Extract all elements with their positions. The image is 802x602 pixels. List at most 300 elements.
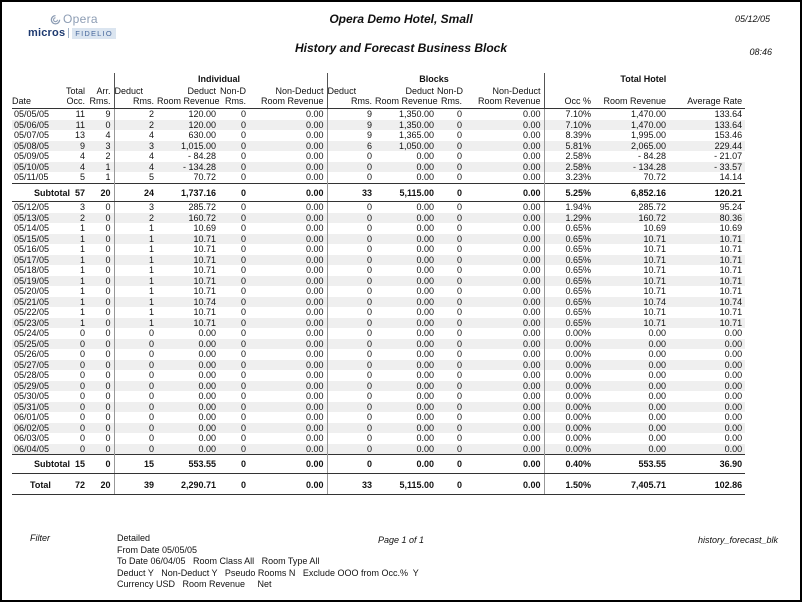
cell-value: 10.71 (193, 254, 217, 265)
cell-value: 553.55 (157, 455, 219, 474)
cell-value: 0.00 (648, 422, 667, 433)
cell-value: 0 (241, 109, 247, 119)
cell-value: 0 (88, 307, 114, 318)
cell-value: 10.74 (643, 296, 667, 307)
cell-label: 05/05/05 (14, 109, 50, 119)
cell-value: 0 (367, 161, 373, 172)
cell-value: 0.00 (465, 109, 544, 120)
cell-value: 0 (367, 286, 373, 296)
cell-value: 10.71 (719, 317, 743, 328)
cell-value: 0 (457, 172, 463, 182)
col-blk-deduct-revenue: Deduct Room Revenue (375, 86, 437, 109)
cell-label: 05/16/05 (14, 244, 50, 254)
cell-value: 0.00 (249, 402, 327, 413)
cell-value: 285.72 (188, 202, 217, 212)
cell-value: 0.00 (465, 360, 544, 371)
cell-value: 0 (241, 119, 247, 130)
cell-value: 0.00% (565, 443, 592, 454)
cell-value: 0 (88, 370, 114, 381)
cell-value: 0 (457, 119, 463, 130)
cell-value: 0.00 (724, 443, 743, 454)
cell-value: 160.72 (188, 212, 217, 223)
cell-value: 0.00 (249, 234, 327, 245)
cell-label: 05/20/05 (14, 286, 50, 296)
cell-value: 0 (437, 473, 465, 495)
cell-value: 11 (75, 119, 85, 130)
cell-value: 0 (241, 443, 247, 454)
cell-value: 0.65% (565, 296, 592, 307)
table-row (12, 307, 745, 318)
cell-value: 4 (149, 151, 155, 161)
cell-value: 120.00 (188, 109, 217, 119)
cell-label: 05/27/05 (14, 359, 50, 370)
cell-value: 0 (79, 391, 85, 401)
cell-value: 0 (367, 223, 373, 233)
cell-value: 102.86 (669, 473, 745, 495)
cell-value: 0.00 (724, 401, 743, 412)
cell-value: 0.00 (416, 151, 435, 161)
cell-value: 0 (457, 433, 463, 443)
cell-value: 0.00 (416, 370, 435, 380)
cell-value: 0 (88, 349, 114, 360)
cell-value: 0.00 (465, 244, 544, 255)
cell-value: 0 (88, 433, 114, 444)
cell-value: 0.00 (249, 151, 327, 162)
cell-value: 0.00% (565, 433, 592, 443)
col-total-occ: Total Occ. (64, 86, 88, 109)
cell-label: Subtotal (12, 183, 64, 202)
cell-value: 0 (367, 244, 373, 254)
cell-value: 1 (149, 286, 155, 296)
cell-value: 0 (457, 349, 463, 359)
cell-value: 0.00 (465, 349, 544, 360)
cell-value: 4 (79, 151, 85, 161)
cell-value: 1 (149, 254, 155, 265)
cell-value: 0.00 (724, 328, 743, 338)
cell-value: 10.71 (193, 275, 217, 286)
table-row (12, 120, 745, 131)
cell-value: 0 (149, 433, 155, 443)
cell-value: 1 (149, 296, 155, 307)
cell-label: 05/30/05 (14, 391, 50, 401)
cell-value: 285.72 (638, 202, 667, 212)
cell-value: 15 (114, 455, 157, 474)
table-row (12, 141, 745, 152)
cell-value: 1 (79, 233, 85, 244)
cell-label: 05/31/05 (14, 401, 50, 412)
cell-value: 0 (367, 307, 373, 317)
cell-label: 05/11/05 (14, 172, 49, 182)
cell-value: 0.00 (249, 455, 327, 474)
cell-value: 0.00 (648, 349, 667, 359)
cell-value: 0 (88, 297, 114, 308)
cell-value: 1.50% (544, 473, 594, 495)
cell-value: 0 (79, 412, 85, 422)
cell-value: 1,350.00 (399, 119, 435, 130)
cell-value: 0 (88, 276, 114, 287)
cell-value: 0 (88, 265, 114, 276)
cell-value: 9 (88, 109, 114, 120)
cell-value: 1 (79, 254, 85, 265)
cell-value: 0.00 (249, 141, 327, 152)
cell-value: 0 (241, 296, 247, 307)
cell-value: 0.00 (465, 370, 544, 381)
cell-value: 10.71 (643, 307, 667, 317)
cell-value: 0 (241, 422, 247, 433)
cell-value: 2 (88, 151, 114, 162)
cell-label: 05/08/05 (14, 140, 50, 151)
cell-value: 0.00 (648, 391, 667, 401)
cell-value: 0 (457, 443, 463, 454)
cell-value: 1 (88, 162, 114, 173)
cell-value: 0 (88, 444, 114, 455)
cell-value: 0.00 (249, 349, 327, 360)
cell-value: 20 (88, 473, 114, 495)
cell-value: 0 (88, 455, 114, 474)
cell-value: 0.00 (416, 265, 435, 275)
table-row (12, 130, 745, 141)
col-room-revenue: Room Revenue (594, 86, 669, 109)
cell-value: 3 (149, 202, 155, 212)
cell-value: 0 (457, 401, 463, 412)
cell-value: 10.71 (719, 275, 743, 286)
cell-value: 1 (88, 172, 114, 183)
cell-value: 0 (457, 370, 463, 380)
cell-value: 0.65% (565, 265, 592, 275)
cell-label: Subtotal (12, 455, 64, 474)
cell-value: 10.71 (643, 244, 667, 254)
cell-value: 0 (219, 473, 249, 495)
cell-value: 5 (149, 172, 155, 182)
cell-value: 0.00 (724, 370, 743, 380)
cell-value: 0 (367, 433, 373, 443)
group-spacer (12, 73, 114, 86)
cell-value: 0.00 (198, 338, 217, 349)
cell-value: 10.71 (643, 254, 667, 265)
cell-value: 0.00 (249, 297, 327, 308)
cell-value: 57 (64, 183, 88, 202)
cell-value: 0.00 (198, 370, 217, 380)
cell-value: 0 (241, 275, 247, 286)
cell-value: 0.00 (648, 359, 667, 370)
cell-value: 0 (219, 455, 249, 474)
cell-value: 0.00 (416, 286, 435, 296)
cell-value: 1 (79, 296, 85, 307)
cell-value: 10.71 (643, 317, 667, 328)
cell-value: 0.00% (565, 349, 592, 359)
hotel-title: Opera Demo Hotel, Small (329, 12, 473, 26)
cell-value: 0.00 (249, 276, 327, 287)
cell-value: 1 (149, 317, 155, 328)
table-row (12, 297, 745, 308)
cell-value: 0.00 (416, 338, 435, 349)
cell-value: 10.71 (719, 286, 743, 296)
cell-value: 0 (457, 202, 463, 212)
cell-value: 10.71 (719, 307, 743, 317)
table-row (12, 286, 745, 297)
cell-value: 0 (457, 328, 463, 338)
cell-value: 0.00 (249, 328, 327, 339)
cell-value: 0 (149, 412, 155, 422)
cell-value: 0 (457, 233, 463, 244)
cell-value: 0 (79, 433, 85, 443)
cell-value: 0.00 (198, 349, 217, 359)
cell-value: 0 (88, 223, 114, 234)
cell-value: 0 (367, 151, 373, 161)
cell-value: 72 (64, 473, 88, 495)
filter-line: From Date 05/05/05 (117, 544, 198, 555)
cell-value: 0.00% (565, 370, 592, 380)
cell-value: 0.00 (249, 381, 327, 392)
cell-value: 0.00 (249, 255, 327, 266)
col-blk-nond-rms: Non-D Rms. (437, 86, 465, 109)
cell-value: - 134.28 (183, 161, 217, 172)
table-row (12, 339, 745, 350)
cell-value: 0.00 (249, 172, 327, 183)
table-row (12, 433, 745, 444)
cell-value: 0.00 (465, 265, 544, 276)
cell-value: 0 (88, 360, 114, 371)
cell-value: - 33.57 (714, 161, 743, 172)
cell-label: 05/06/05 (14, 119, 50, 130)
column-header-row (12, 86, 745, 109)
cell-value: 14.14 (719, 172, 743, 182)
cell-label: 06/03/05 (14, 433, 50, 443)
cell-value: 0.00 (249, 202, 327, 213)
cell-value: 1 (149, 233, 155, 244)
cell-value: 0 (327, 455, 375, 474)
cell-value: 0.00 (465, 381, 544, 392)
cell-label: 05/07/05 (14, 130, 50, 140)
cell-value: 7.10% (565, 109, 592, 119)
table-header (12, 73, 745, 109)
cell-value: 1 (149, 275, 155, 286)
cell-value: 0 (88, 234, 114, 245)
cell-value: 0.00% (565, 338, 592, 349)
cell-value: 0 (241, 412, 247, 422)
cell-value: - 21.07 (714, 151, 743, 161)
cell-value: 13 (74, 130, 85, 140)
cell-value: 0.00 (249, 286, 327, 297)
cell-value: 0 (149, 328, 155, 338)
cell-value: 0.00 (416, 172, 435, 182)
cell-value: 9 (367, 109, 373, 119)
cell-value: 0.00 (249, 318, 327, 329)
cell-label: 05/24/05 (14, 328, 50, 338)
cell-value: 20 (88, 183, 114, 202)
cell-label: 05/21/05 (14, 296, 50, 307)
cell-value: 0.00 (249, 244, 327, 255)
cell-value: 0 (457, 254, 463, 265)
cell-value: 0.00 (465, 213, 544, 224)
col-average-rate: Average Rate (669, 86, 745, 109)
cell-value: 0.00 (198, 401, 217, 412)
cell-value: 0 (79, 338, 85, 349)
filter-line: To Date 06/04/05 Room Class All Room Type All (117, 556, 320, 566)
cell-value: 0.00 (198, 391, 217, 401)
cell-label: 05/19/05 (14, 275, 50, 286)
cell-value: 0.00 (249, 423, 327, 434)
col-arr-rms: Arr. Rms. (88, 86, 114, 109)
cell-value: 0.00 (724, 349, 743, 359)
cell-value: 80.36 (719, 212, 743, 223)
cell-value: 3 (149, 140, 155, 151)
cell-value: 0.00% (565, 391, 592, 401)
table-row (12, 349, 745, 360)
cell-value: 0.00 (648, 443, 667, 454)
cell-value: 0.00 (198, 359, 217, 370)
cell-value: 10.71 (193, 317, 217, 328)
cell-value: 0 (437, 455, 465, 474)
cell-value: 2 (149, 212, 155, 223)
cell-value: 10.71 (719, 233, 743, 244)
cell-value: 70.72 (643, 172, 667, 182)
cell-value: 153.46 (714, 130, 743, 140)
table-row (12, 402, 745, 413)
cell-value: 0.00 (416, 223, 435, 233)
cell-value: 0.00 (416, 307, 435, 317)
cell-value: 0 (88, 286, 114, 297)
cell-value: 0 (88, 402, 114, 413)
cell-value: 15 (64, 455, 88, 474)
cell-value: 0.00 (724, 412, 743, 422)
cell-value: 1 (79, 317, 85, 328)
cell-value: 0.00 (249, 360, 327, 371)
cell-value: 0 (457, 244, 463, 254)
cell-value: 0 (88, 213, 114, 224)
cell-value: 0 (88, 202, 114, 213)
cell-value: 2,065.00 (631, 140, 667, 151)
cell-value: 10.71 (719, 254, 743, 265)
cell-label: 05/10/05 (14, 161, 50, 172)
cell-value: 0.40% (544, 455, 594, 474)
page-number: Page 1 of 1 (377, 535, 425, 545)
cell-value: 0 (367, 391, 373, 401)
cell-value: 1 (79, 223, 85, 233)
cell-value: 0.00 (465, 183, 544, 202)
cell-value: 10.74 (193, 296, 217, 307)
cell-value: 133.64 (714, 109, 743, 119)
cell-value: 4 (149, 130, 155, 140)
cell-value: 1 (79, 286, 85, 296)
cell-value: 0.00% (565, 359, 592, 370)
cell-value: 5.25% (544, 183, 594, 202)
cell-value: 0.00 (465, 276, 544, 287)
cell-value: 0 (457, 161, 463, 172)
cell-value: 0.00 (724, 433, 743, 443)
cell-value: 0 (457, 286, 463, 296)
cell-value: 0.00 (249, 339, 327, 350)
col-occ-pct: Occ % (544, 86, 594, 109)
cell-value: 0 (457, 338, 463, 349)
cell-value: 0 (367, 422, 373, 433)
table-row (12, 172, 745, 183)
cell-value: 0.00 (648, 380, 667, 391)
cell-value: 0 (88, 391, 114, 402)
cell-label: 05/14/05 (14, 223, 50, 233)
cell-value: 0.00 (416, 412, 435, 422)
table-row (12, 234, 745, 245)
cell-label: 05/26/05 (14, 349, 50, 359)
cell-value: 0.00 (198, 328, 217, 338)
cell-value: 0 (457, 317, 463, 328)
cell-value: 0.00 (375, 455, 437, 474)
cell-value: 0 (367, 349, 373, 359)
cell-value: 0.00 (465, 255, 544, 266)
cell-value: 0 (457, 265, 463, 275)
cell-value: 1.29% (565, 212, 592, 223)
cell-value: 4 (149, 161, 155, 172)
col-ind-nondeduct-revenue: Non-Deduct Room Revenue (249, 86, 327, 109)
cell-value: 0.00 (198, 412, 217, 422)
table-row (12, 370, 745, 381)
cell-value: 7,405.71 (594, 473, 669, 495)
cell-value: 95.24 (719, 202, 743, 212)
cell-value: 0 (149, 349, 155, 359)
cell-value: 0 (241, 223, 247, 233)
cell-value: 10.71 (193, 244, 217, 254)
filter-label: Filter (30, 533, 50, 543)
cell-value: 0.00 (724, 391, 743, 401)
cell-value: 0.65% (565, 233, 592, 244)
cell-value: 0.00 (416, 433, 435, 443)
cell-value: 0 (79, 401, 85, 412)
cell-value: 0 (88, 120, 114, 131)
cell-value: 0.00 (465, 286, 544, 297)
cell-value: 0 (367, 202, 373, 212)
cell-value: 0.00 (249, 183, 327, 202)
cell-value: 0.65% (565, 286, 592, 296)
cell-value: 0.00 (465, 473, 544, 495)
cell-value: 0 (149, 391, 155, 401)
business-block-table (12, 73, 745, 495)
cell-value: 0.00 (648, 412, 667, 422)
cell-value: 0 (241, 370, 247, 380)
cell-value: 0 (241, 349, 247, 359)
cell-value: 1 (79, 265, 85, 275)
cell-value: 0 (88, 381, 114, 392)
table-row (12, 391, 745, 402)
cell-value: 1 (79, 307, 85, 317)
group-blocks: Blocks (327, 73, 544, 86)
table-row (12, 360, 745, 371)
cell-value: 0 (88, 328, 114, 339)
cell-value: 0.00 (465, 328, 544, 339)
cell-value: 0 (367, 254, 373, 265)
cell-value: 0.00% (565, 412, 592, 422)
cell-value: 630.00 (188, 130, 217, 140)
cell-value: 36.90 (669, 455, 745, 474)
col-ind-nond-rms: Non-D Rms. (219, 86, 249, 109)
group-header-row (12, 73, 745, 86)
cell-value: 0 (241, 254, 247, 265)
cell-value: 0.65% (565, 254, 592, 265)
subtotal-row (12, 183, 745, 202)
cell-value: 0 (241, 244, 247, 254)
cell-value: 0.00 (416, 296, 435, 307)
cell-value: 11 (75, 109, 85, 119)
table-body (12, 109, 745, 495)
cell-value: 0 (88, 412, 114, 423)
cell-value: 0 (241, 401, 247, 412)
filter-line: Deduct Y Non-Deduct Y Pseudo Rooms N Exclude OOO from Occ.% Y (117, 567, 419, 578)
cell-value: 0.00 (465, 339, 544, 350)
cell-value: 160.72 (638, 212, 667, 223)
cell-value: 1,470.00 (631, 109, 667, 119)
cell-value: 0 (241, 130, 247, 140)
cell-value: 9 (79, 140, 85, 151)
cell-label: 05/29/05 (14, 380, 50, 391)
